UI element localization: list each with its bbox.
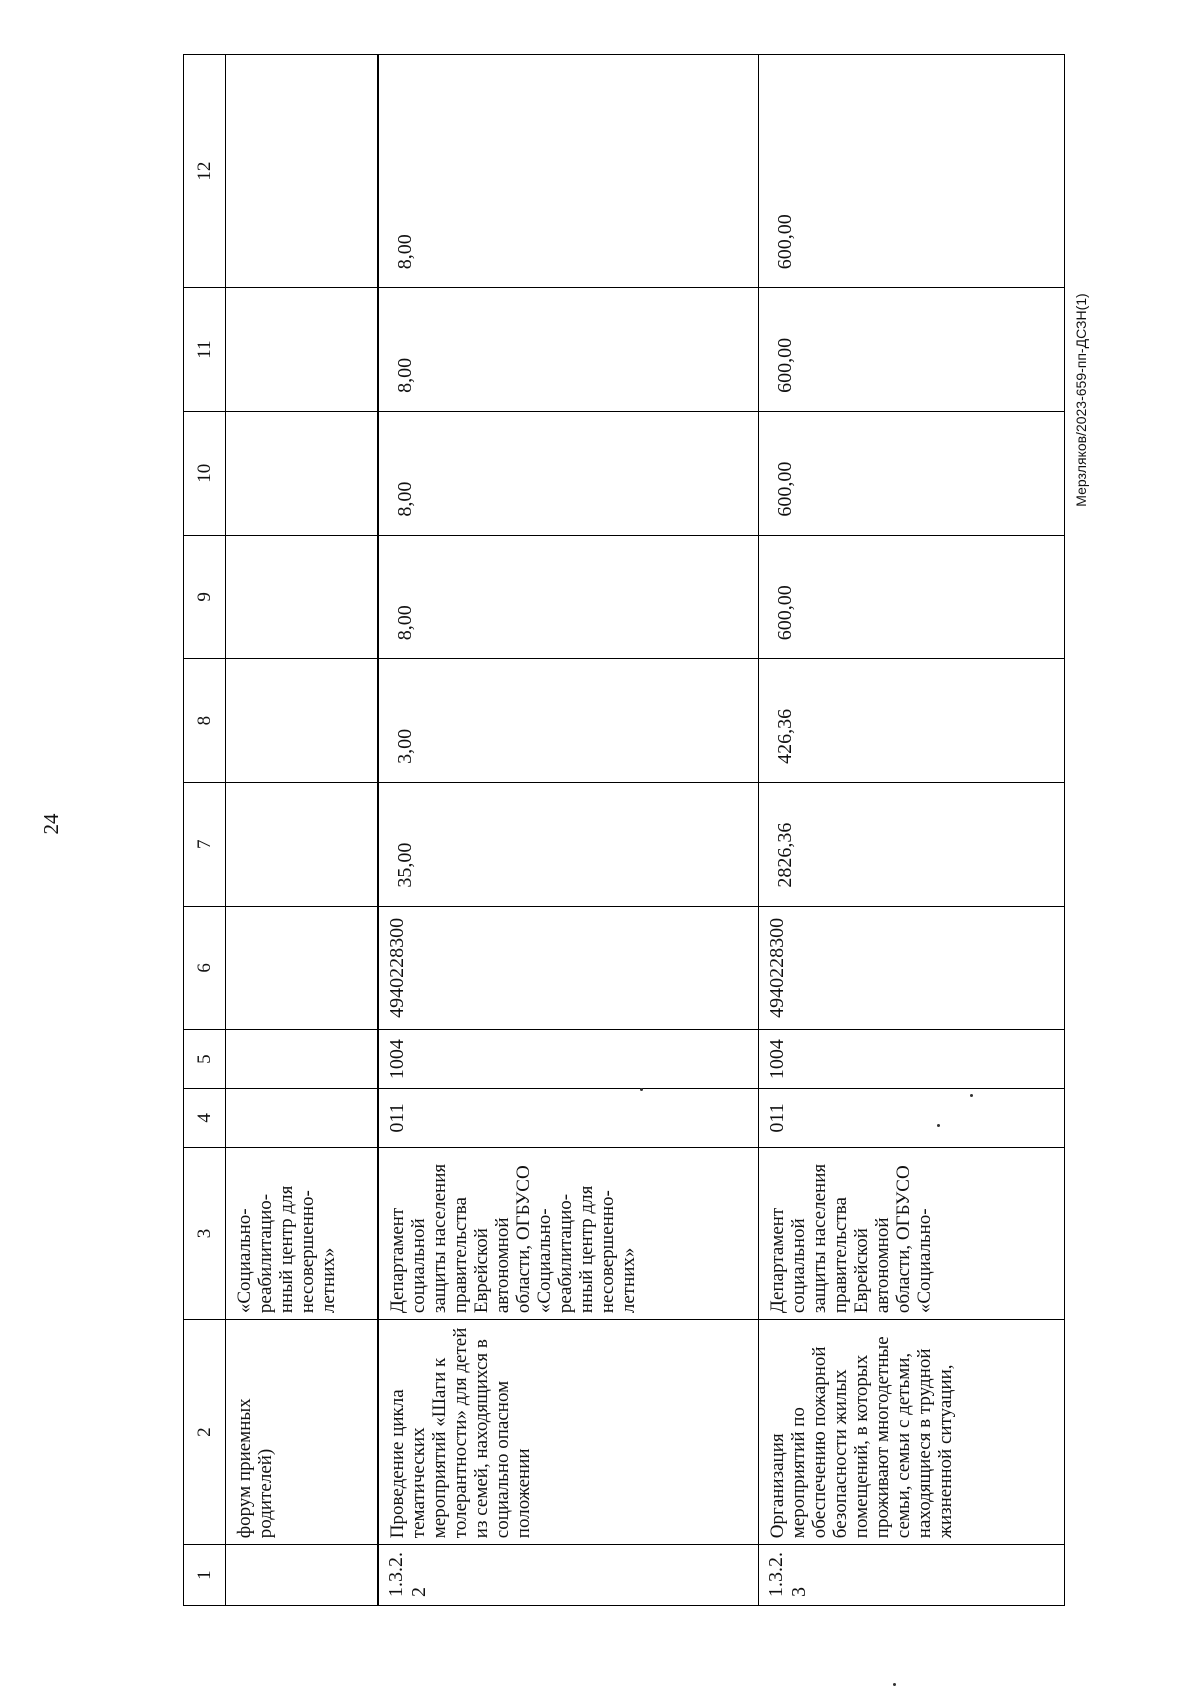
column-number: 10: [184, 411, 226, 535]
executor-cell: «Социально-реабилитацио-нный центр для несовершенно-летних»: [226, 1147, 378, 1319]
value-col11: [226, 288, 378, 412]
table-row: [378, 55, 759, 1606]
cell-col4: 011: [378, 1089, 759, 1148]
value-col10: 8,00: [378, 411, 759, 535]
column-number: 6: [184, 906, 226, 1030]
column-number: 3: [184, 1147, 226, 1319]
cell-col5: 1004: [759, 1030, 1065, 1089]
row-index: 1.3.2.2: [378, 1545, 759, 1606]
cell-col6: [226, 906, 378, 1030]
activity-cell: форум приемных родителей): [226, 1320, 378, 1545]
table-row: [759, 55, 1065, 1606]
value-col8: [226, 659, 378, 783]
value-col12: 600,00: [759, 55, 1065, 288]
column-number: 1: [184, 1545, 226, 1606]
value-col8: 426,36: [759, 659, 1065, 783]
scan-speck: [937, 1124, 940, 1127]
value-col11: 600,00: [759, 288, 1065, 412]
scan-speck: [640, 1088, 643, 1091]
cell-col4: [226, 1089, 378, 1148]
cell-col5: 1004: [378, 1030, 759, 1089]
column-number: 9: [184, 535, 226, 659]
row-index: [226, 1545, 378, 1606]
table-row: [226, 55, 378, 1606]
column-number: 5: [184, 1030, 226, 1089]
column-number: 2: [184, 1320, 226, 1545]
value-col7: 2826,36: [759, 782, 1065, 906]
value-col8: 3,00: [378, 659, 759, 783]
value-col11: 8,00: [378, 288, 759, 412]
rotated-table-wrapper: [183, 54, 1064, 1606]
budget-table: [183, 54, 1065, 1606]
value-col9: [226, 535, 378, 659]
column-number: 8: [184, 659, 226, 783]
column-number: 11: [184, 288, 226, 412]
executor-cell: Департамент социальной защиты населения правительства Еврейской автономной области, ОГБУСО «Социально-: [759, 1147, 1065, 1319]
value-col7: [226, 782, 378, 906]
value-col9: 8,00: [378, 535, 759, 659]
executor-cell: Департамент социальной защиты населения правительства Еврейской автономной области, ОГБУСО «Социально-реабилитацио-нный центр для несовершенно-летних»: [378, 1147, 759, 1319]
scan-speck: [893, 1683, 896, 1686]
column-number: 7: [184, 782, 226, 906]
scan-speck: [970, 1094, 973, 1097]
page-number: 24: [39, 813, 63, 835]
value-col10: [226, 411, 378, 535]
column-number: 4: [184, 1089, 226, 1148]
value-col7: 35,00: [378, 782, 759, 906]
cell-col5: [226, 1030, 378, 1089]
value-col10: 600,00: [759, 411, 1065, 535]
cell-col6: 4940228300: [759, 906, 1065, 1030]
cell-col6: 4940228300: [378, 906, 759, 1030]
value-col9: 600,00: [759, 535, 1065, 659]
row-index: 1.3.2.3: [759, 1545, 1065, 1606]
activity-cell: Организация мероприятий по обеспечению пожарной безопасности жилых помещений, в которых проживают многодетные семьи, семьи с детьми, находящиеся в трудной жизненной ситуации,: [759, 1320, 1065, 1545]
activity-cell: Проведение цикла тематических мероприятий «Шаги к толерантности» для детей из семей, находящихся в социально опасном положении: [378, 1320, 759, 1545]
document-footer-id: Мерзляков/2023-659-пп-ДСЗН(1): [1073, 293, 1089, 507]
value-col12: 8,00: [378, 55, 759, 288]
column-number: 12: [184, 55, 226, 288]
cell-col4: 011: [759, 1089, 1065, 1148]
column-number-row: [184, 55, 226, 1606]
value-col12: [226, 55, 378, 288]
